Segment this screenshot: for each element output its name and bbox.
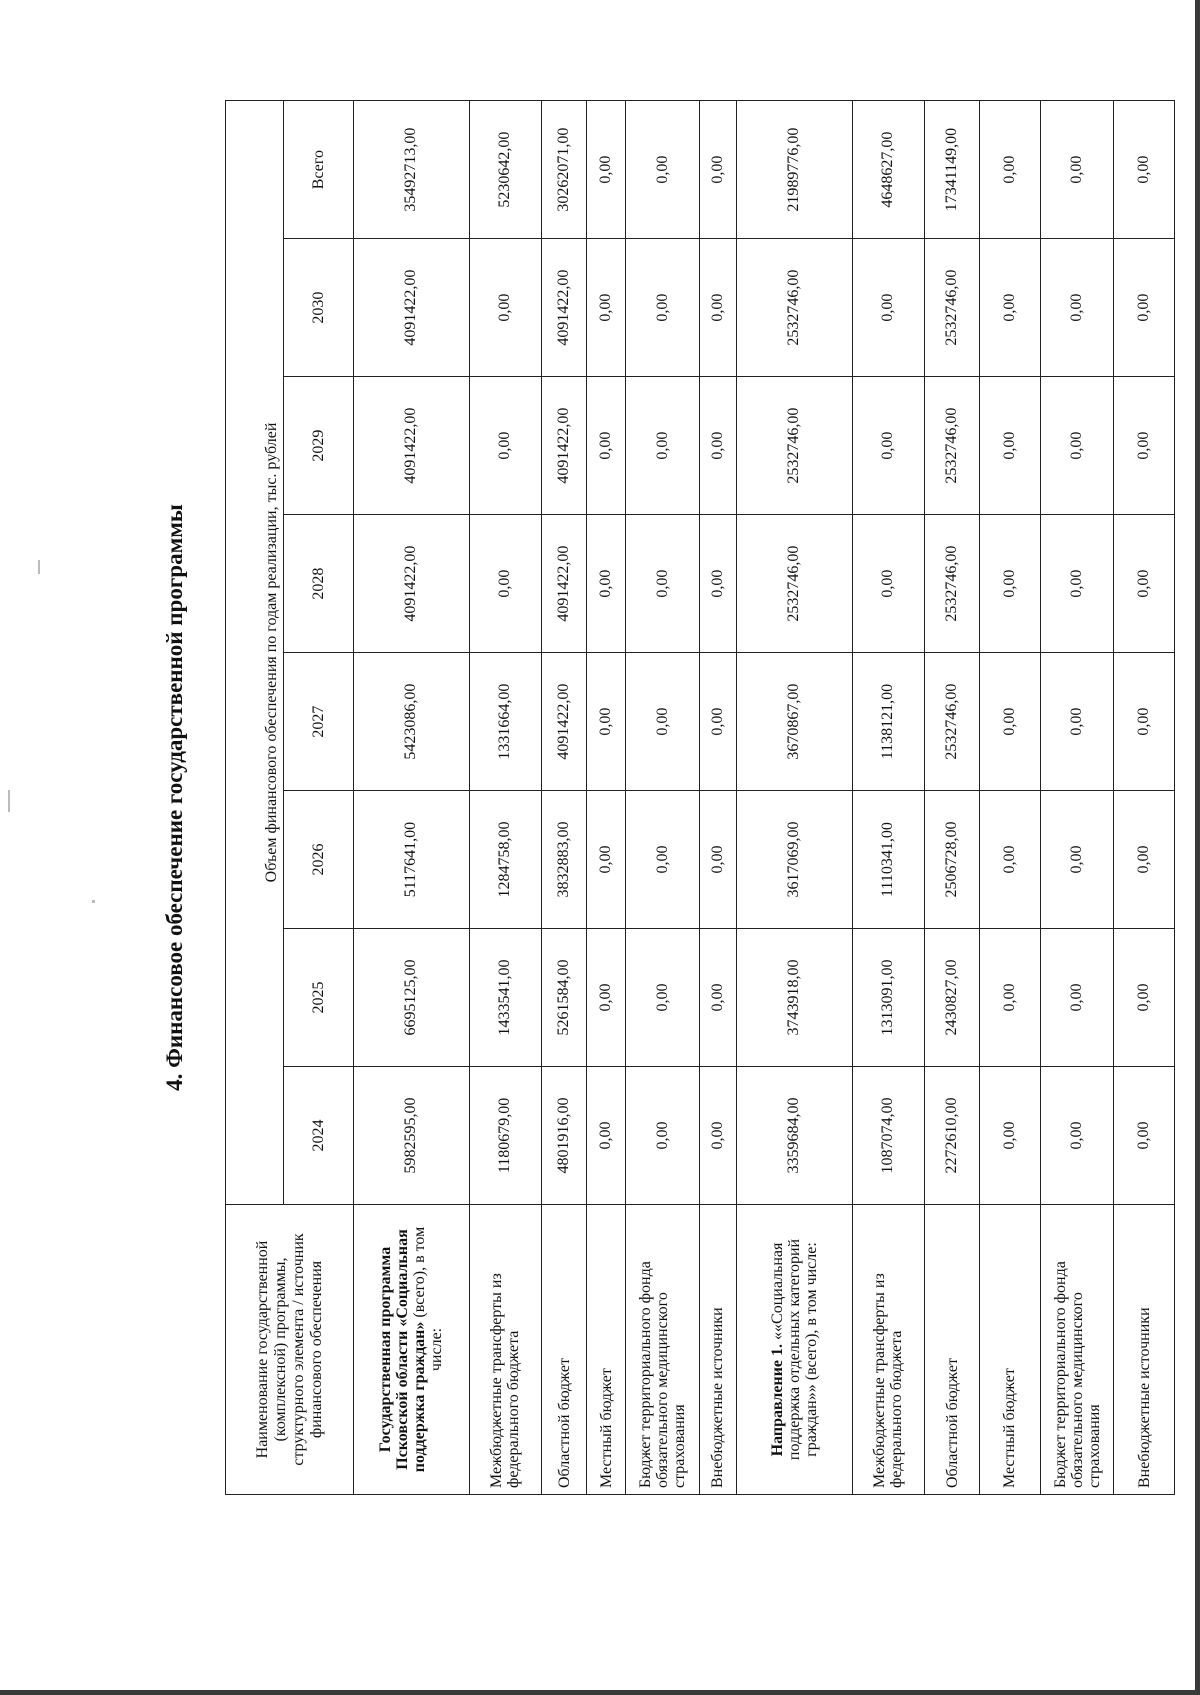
value-cell: 35492713,00 [354, 101, 470, 239]
value-cell: 3670867,00 [736, 653, 852, 791]
row-name: Межбюджетные трансферты из федерального бюджета [852, 1204, 924, 1494]
value-cell: 4648627,00 [852, 101, 924, 239]
year-header: 2026 [284, 791, 354, 929]
scan-speck [8, 790, 10, 812]
table-row [469, 101, 541, 1495]
value-cell: 0,00 [980, 929, 1041, 1067]
value-cell: 0,00 [980, 653, 1041, 791]
value-cell: 4091422,00 [354, 377, 470, 515]
value-cell: 0,00 [980, 515, 1041, 653]
value-cell: 2532746,00 [924, 239, 979, 377]
value-cell: 0,00 [1040, 515, 1114, 653]
value-cell: 0,00 [586, 929, 625, 1067]
value-cell: 0,00 [1040, 653, 1114, 791]
row-name [736, 1204, 852, 1494]
table-row [1114, 101, 1175, 1495]
value-cell: 4091422,00 [542, 239, 587, 377]
year-header: 2030 [284, 239, 354, 377]
value-cell: 0,00 [626, 1066, 700, 1204]
value-cell: 0,00 [852, 377, 924, 515]
value-cell: 4091422,00 [542, 515, 587, 653]
value-cell: 0,00 [1040, 929, 1114, 1067]
scan-speck [38, 560, 40, 574]
scan-speck [92, 900, 95, 903]
value-cell: 0,00 [700, 929, 737, 1067]
value-cell: 2532746,00 [924, 653, 979, 791]
value-cell: 0,00 [1040, 239, 1114, 377]
row-name [354, 1204, 470, 1494]
value-cell: 0,00 [700, 239, 737, 377]
value-cell: 0,00 [586, 239, 625, 377]
value-cell: 2430827,00 [924, 929, 979, 1067]
value-cell: 2532746,00 [736, 515, 852, 653]
value-cell: 0,00 [586, 653, 625, 791]
table-row [586, 101, 625, 1495]
value-cell: 0,00 [852, 239, 924, 377]
year-header: 2028 [284, 515, 354, 653]
financing-table [225, 100, 1175, 1495]
value-cell: 0,00 [980, 1066, 1041, 1204]
table-row [924, 101, 979, 1495]
value-cell: 2532746,00 [736, 239, 852, 377]
value-cell: 0,00 [1040, 1066, 1114, 1204]
value-cell: 0,00 [626, 791, 700, 929]
value-cell: 0,00 [700, 791, 737, 929]
rotated-page [160, 100, 1175, 1495]
year-header: 2024 [284, 1066, 354, 1204]
value-cell: 0,00 [469, 515, 541, 653]
table-row-program-total [354, 101, 470, 1495]
row-name: Бюджет территориального фонда обязательного медицинского страхования [1040, 1204, 1114, 1494]
value-cell: 3832883,00 [542, 791, 587, 929]
value-cell: 0,00 [626, 515, 700, 653]
value-cell: 0,00 [700, 515, 737, 653]
scan-border-bottom [0, 1690, 1200, 1695]
value-cell: 2532746,00 [924, 515, 979, 653]
value-cell: 0,00 [1114, 791, 1175, 929]
funding-group-header: Объем финансового обеспечения по годам реализации, тыс. рублей [226, 101, 284, 1205]
value-cell: 5982595,00 [354, 1066, 470, 1204]
year-header: 2025 [284, 929, 354, 1067]
value-cell: 4091422,00 [354, 515, 470, 653]
value-cell: 1087074,00 [852, 1066, 924, 1204]
table-row [852, 101, 924, 1495]
row-name-rest: (всего), в том числе: [411, 1226, 446, 1372]
value-cell: 0,00 [586, 101, 625, 239]
value-cell: 0,00 [1114, 239, 1175, 377]
value-cell: 0,00 [700, 653, 737, 791]
value-cell: 2532746,00 [924, 377, 979, 515]
value-cell: 0,00 [1040, 377, 1114, 515]
value-cell: 4091422,00 [542, 377, 587, 515]
value-cell: 0,00 [1040, 101, 1114, 239]
value-cell: 3359684,00 [736, 1066, 852, 1204]
value-cell: 1313091,00 [852, 929, 924, 1067]
value-cell: 0,00 [1040, 791, 1114, 929]
name-column-header: Наименование государственной (комплексной) программы, структурного элемента / источник финансового обеспечения [226, 1204, 354, 1494]
value-cell: 1433541,00 [469, 929, 541, 1067]
value-cell: 0,00 [469, 377, 541, 515]
row-name: Внебюджетные источники [700, 1204, 737, 1494]
value-cell: 0,00 [1114, 1066, 1175, 1204]
value-cell: 0,00 [852, 515, 924, 653]
value-cell: 0,00 [980, 791, 1041, 929]
value-cell: 0,00 [626, 929, 700, 1067]
value-cell: 4091422,00 [542, 653, 587, 791]
scan-border-right [1195, 0, 1200, 1695]
year-header: 2029 [284, 377, 354, 515]
value-cell: 0,00 [700, 1066, 737, 1204]
value-cell: 4091422,00 [354, 239, 470, 377]
row-name: Областной бюджет [542, 1204, 587, 1494]
value-cell: 1110341,00 [852, 791, 924, 929]
value-cell: 0,00 [980, 101, 1041, 239]
row-name: Местный бюджет [980, 1204, 1041, 1494]
value-cell: 0,00 [626, 377, 700, 515]
table-row [626, 101, 700, 1495]
value-cell: 0,00 [626, 239, 700, 377]
value-cell: 21989776,00 [736, 101, 852, 239]
value-cell: 1138121,00 [852, 653, 924, 791]
value-cell: 0,00 [700, 377, 737, 515]
value-cell: 2272610,00 [924, 1066, 979, 1204]
value-cell: 5261584,00 [542, 929, 587, 1067]
value-cell: 0,00 [1114, 101, 1175, 239]
value-cell: 5423086,00 [354, 653, 470, 791]
row-name-bold: Государственная программа Псковской области «Социальная поддержка граждан» [377, 1229, 429, 1473]
value-cell: 2506728,00 [924, 791, 979, 929]
value-cell: 0,00 [586, 791, 625, 929]
value-cell: 6695125,00 [354, 929, 470, 1067]
value-cell: 0,00 [700, 101, 737, 239]
year-header: 2027 [284, 653, 354, 791]
value-cell: 0,00 [980, 377, 1041, 515]
document-title: 4. Финансовое обеспечение государственной программы [162, 504, 187, 1091]
value-cell: 0,00 [586, 1066, 625, 1204]
row-name-rest: ««Социальная поддержка отдельных категорий граждан»» (всего), в том числе: [768, 1238, 820, 1461]
value-cell: 0,00 [1114, 653, 1175, 791]
table-row [980, 101, 1041, 1495]
value-cell: 0,00 [626, 101, 700, 239]
value-cell: 3617069,00 [736, 791, 852, 929]
value-cell: 0,00 [626, 653, 700, 791]
value-cell: 0,00 [586, 515, 625, 653]
value-cell: 0,00 [469, 239, 541, 377]
row-name: Внебюджетные источники [1114, 1204, 1175, 1494]
table-row [700, 101, 737, 1495]
value-cell: 2532746,00 [736, 377, 852, 515]
value-cell: 1284758,00 [469, 791, 541, 929]
total-header: Всего [284, 101, 354, 239]
value-cell: 5117641,00 [354, 791, 470, 929]
value-cell: 4801916,00 [542, 1066, 587, 1204]
table-header-row [226, 101, 284, 1495]
value-cell: 0,00 [1114, 377, 1175, 515]
value-cell: 0,00 [586, 377, 625, 515]
row-name: Областной бюджет [924, 1204, 979, 1494]
value-cell: 0,00 [980, 239, 1041, 377]
row-name: Межбюджетные трансферты из федерального бюджета [469, 1204, 541, 1494]
table-row [1040, 101, 1114, 1495]
value-cell: 1331664,00 [469, 653, 541, 791]
value-cell: 30262071,00 [542, 101, 587, 239]
value-cell: 0,00 [1114, 515, 1175, 653]
table-row-direction-total [736, 101, 852, 1495]
value-cell: 1180679,00 [469, 1066, 541, 1204]
value-cell: 17341149,00 [924, 101, 979, 239]
row-name-bold: Направление 1. [768, 1343, 786, 1457]
row-name: Местный бюджет [586, 1204, 625, 1494]
table-row [542, 101, 587, 1495]
value-cell: 3743918,00 [736, 929, 852, 1067]
value-cell: 0,00 [1114, 929, 1175, 1067]
value-cell: 5230642,00 [469, 101, 541, 239]
row-name: Бюджет территориального фонда обязательного медицинского страхования [626, 1204, 700, 1494]
